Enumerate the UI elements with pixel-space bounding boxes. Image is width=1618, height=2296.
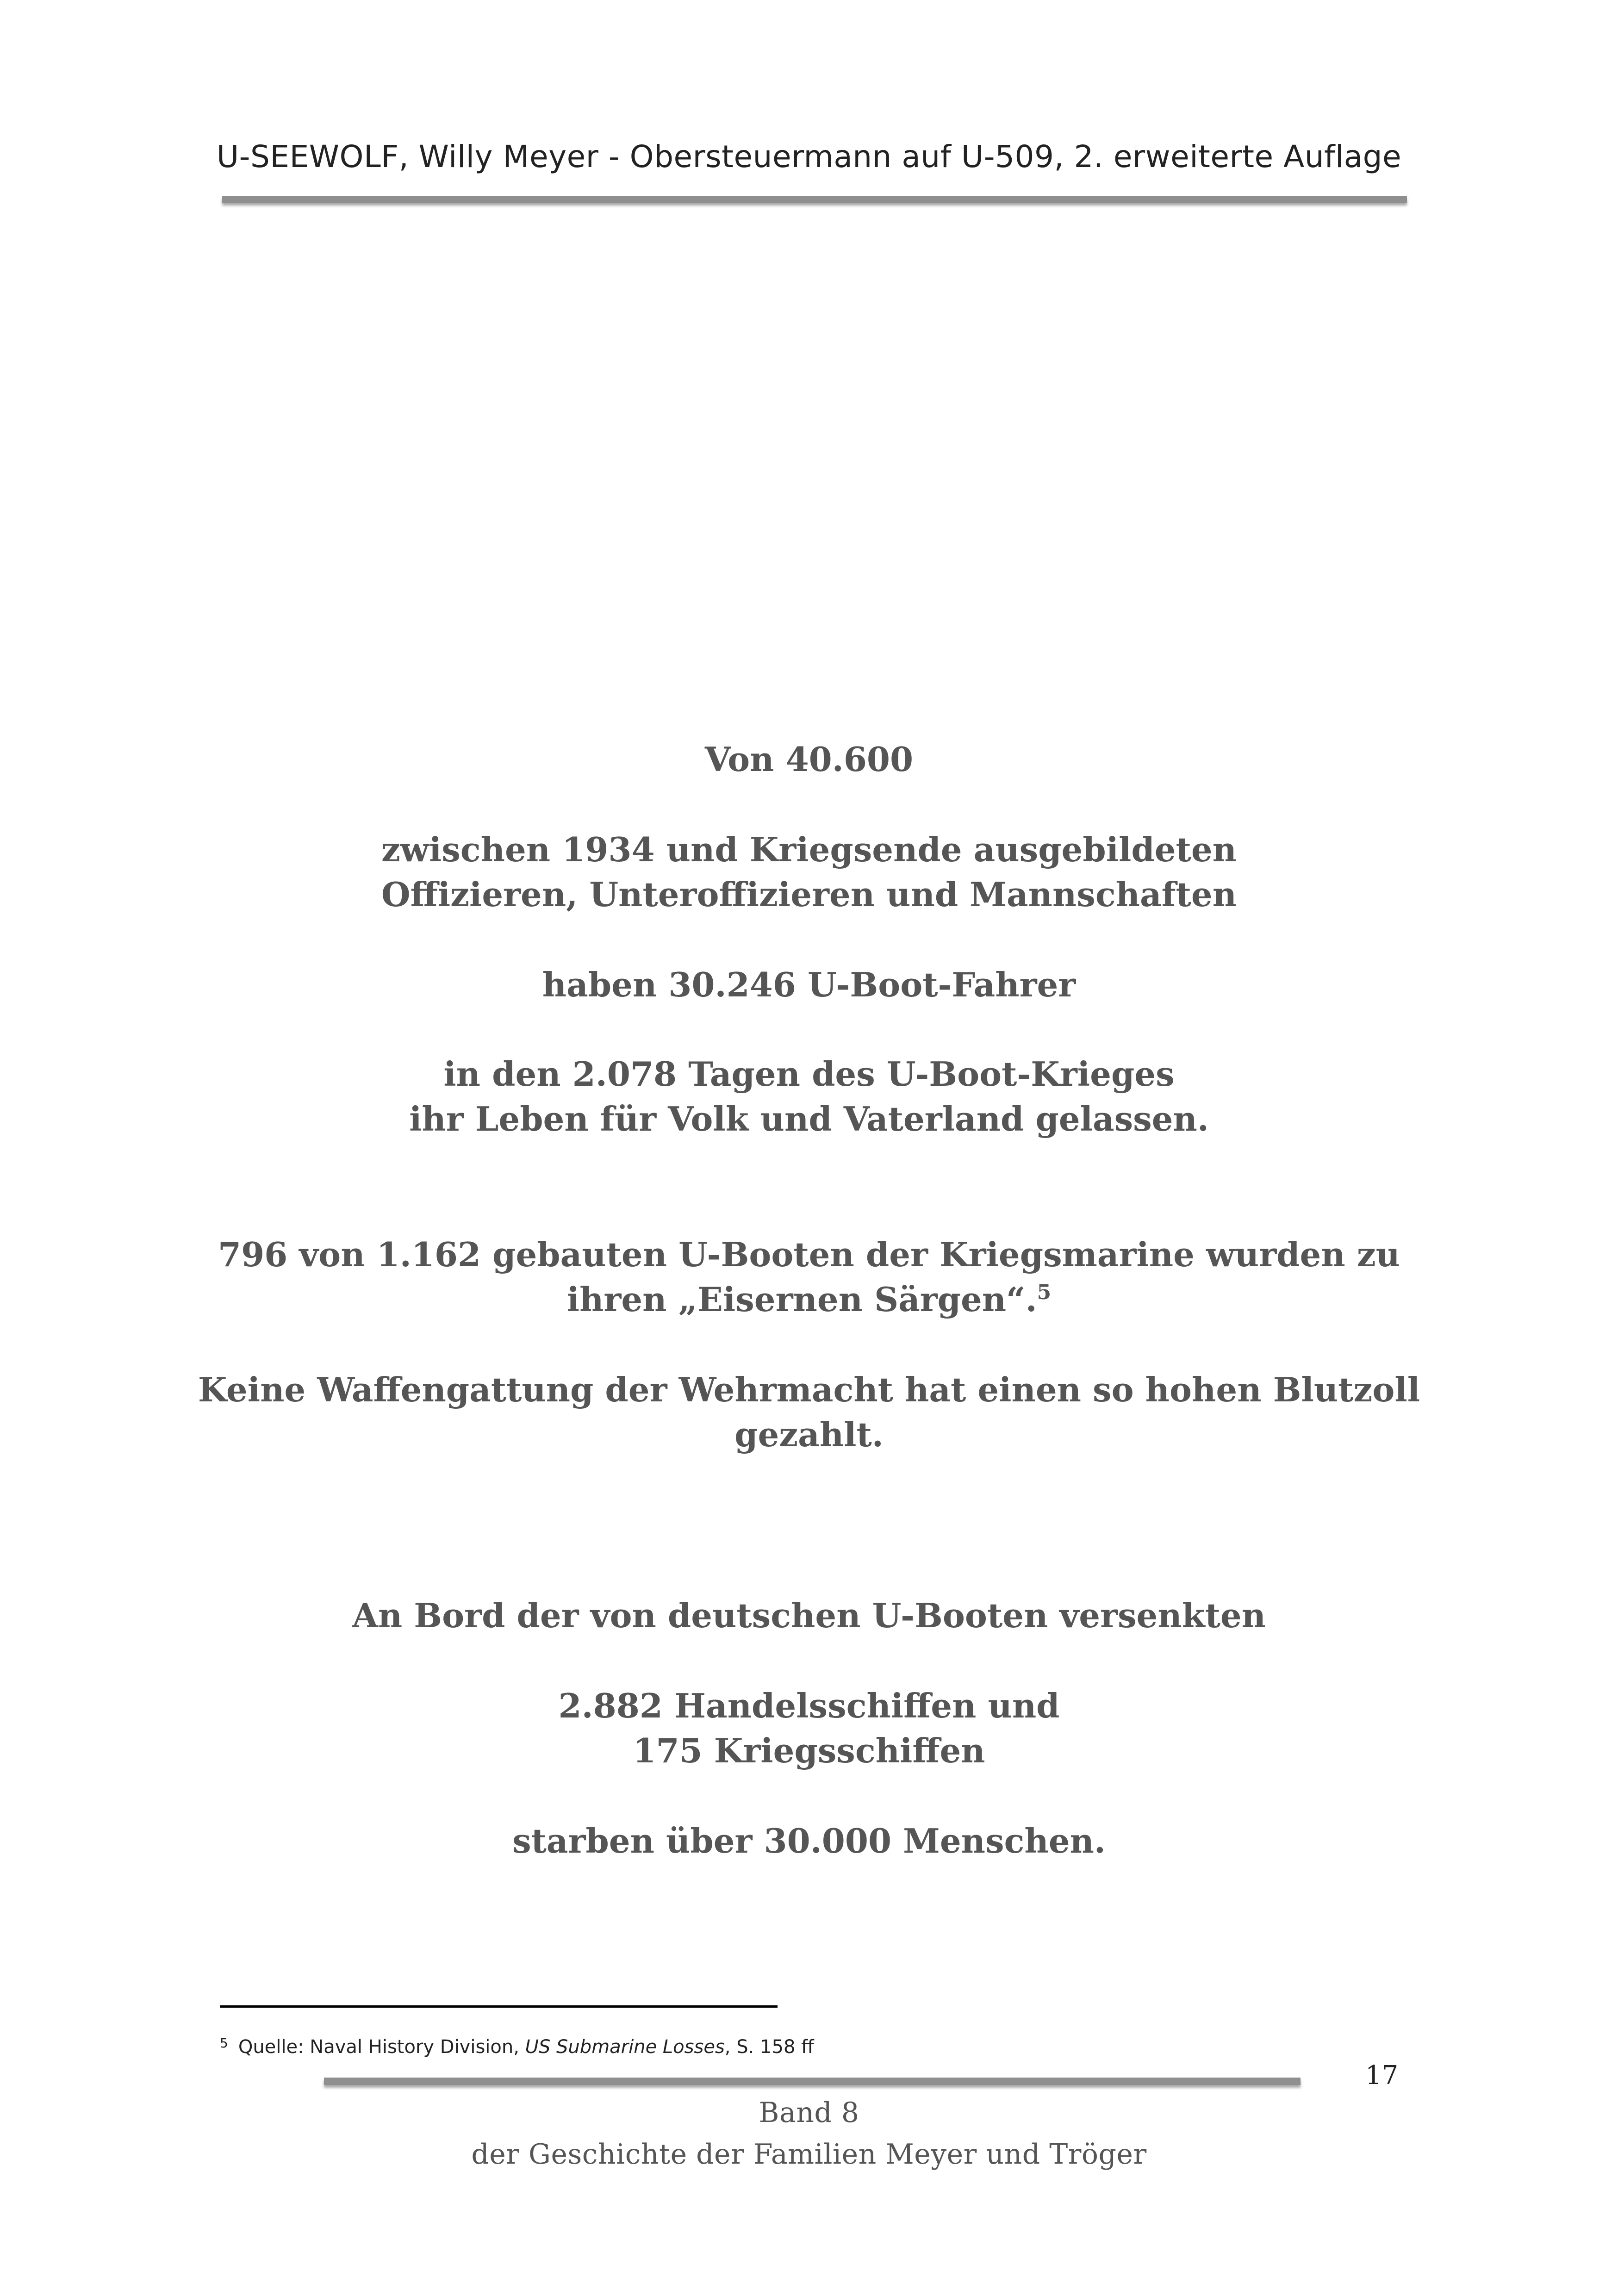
- body-line-zwischen: zwischen 1934 und Kriegsende ausgebildeten: [381, 830, 1237, 869]
- body-line-starben: starben über 30.000 Menschen.: [512, 1821, 1106, 1860]
- body-line-gezahlt: gezahlt.: [734, 1415, 884, 1454]
- body-line-waffengattung: Keine Waffengattung der Wehrmacht hat einen so hohen Blutzoll: [198, 1370, 1420, 1409]
- footnote-separator: [220, 2005, 778, 2008]
- saergen-text: ihren „Eisernen Särgen“.: [566, 1280, 1037, 1319]
- body-line-haben: haben 30.246 U-Boot-Fahrer: [542, 965, 1076, 1004]
- footer-series: der Geschichte der Familien Meyer und Tröger: [471, 2138, 1147, 2171]
- footnote-suffix: , S. 158 ff: [724, 2036, 814, 2058]
- footer-rule: [324, 2078, 1301, 2085]
- header-rule: [222, 196, 1407, 203]
- body-line-leben: ihr Leben für Volk und Vaterland gelassen.: [409, 1099, 1209, 1139]
- footer-volume: Band 8: [759, 2097, 859, 2129]
- footnote: [220, 2035, 814, 2058]
- body-line-offizieren: Offizieren, Unteroffizieren und Mannschaften: [381, 875, 1237, 914]
- footnote-source-title: US Submarine Losses: [525, 2036, 725, 2058]
- running-header: U-SEEWOLF, Willy Meyer - Obersteuermann auf U-509, 2. erweiterte Auflage: [216, 139, 1402, 174]
- body-line-an-bord: An Bord der von deutschen U-Booten versenkten: [352, 1596, 1266, 1635]
- footnote-mark: 5: [220, 2035, 228, 2051]
- body-line-saergen: [0, 1280, 1618, 1319]
- body-line-kriegsschiffen: 175 Kriegsschiffen: [633, 1731, 985, 1770]
- body-line-u-booten: 796 von 1.162 gebauten U-Booten der Kriegsmarine wurden zu: [218, 1235, 1400, 1274]
- body-line-tagen: in den 2.078 Tagen des U-Boot-Krieges: [443, 1054, 1175, 1094]
- footnote-reference[interactable]: 5: [1037, 1281, 1052, 1304]
- page-number: 17: [1365, 2060, 1399, 2091]
- body-line-handelsschiffen: 2.882 Handelsschiffen und: [558, 1686, 1060, 1725]
- body-line-von: Von 40.600: [704, 740, 914, 779]
- footnote-prefix: Quelle: Naval History Division,: [238, 2036, 525, 2058]
